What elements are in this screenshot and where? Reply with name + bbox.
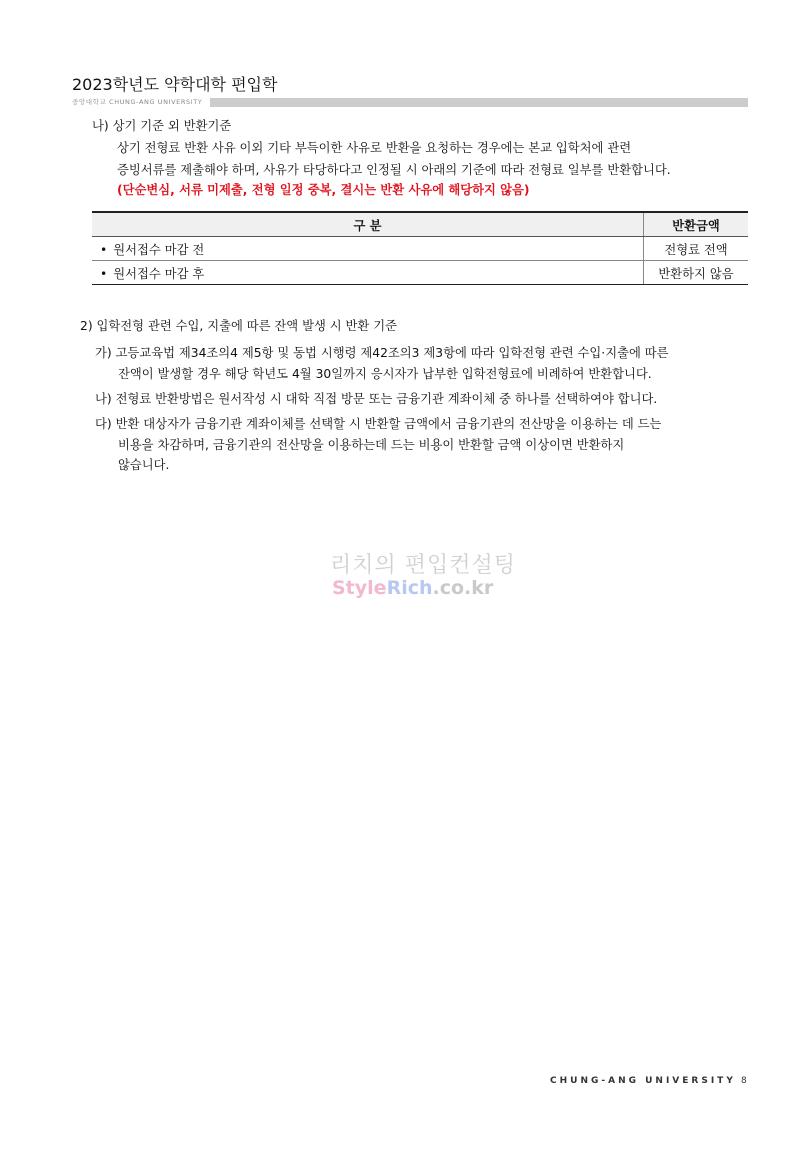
section-na-notice: (단순변심, 서류 미제출, 전형 일정 중복, 결시는 반환 사유에 해당하지 않음) <box>117 183 530 197</box>
table-header-category: 구 분 <box>92 212 644 237</box>
table-header-amount: 반환금액 <box>644 212 749 237</box>
row-label: 원서접수 마감 전 <box>113 242 205 257</box>
table-header-row <box>92 212 748 237</box>
section-2-na-line1: 나) 전형료 반환방법은 원서작성 시 대학 직접 방문 또는 금융기관 계좌이체 중 하나를 선택하여야 합니다. <box>95 392 658 406</box>
footer-brand: CHUNG-ANG UNIVERSITY <box>550 1076 736 1086</box>
document-title: 2023학년도 약학대학 편입학 <box>72 75 278 94</box>
university-subtitle: 중앙대학교 CHUNG-ANG UNIVERSITY <box>72 98 203 106</box>
section-2-ga-line2: 잔액이 발생할 경우 해당 학년도 4월 30일까지 응시자가 납부한 입학전형료에 비례하여 반환합니다. <box>118 367 652 381</box>
table-cell-amount: 전형료 전액 <box>644 237 749 261</box>
watermark-text: 리치의 편입컨설팅 <box>330 553 517 578</box>
section-na-line2: 증빙서류를 제출해야 하며, 사유가 타당하다고 인정될 시 아래의 기준에 따라 전형료 일부를 반환합니다. <box>117 163 671 177</box>
section-2-ga-line1: 가) 고등교육법 제34조의4 제5항 및 동법 시행령 제42조의3 제3항에 따라 입학전형 관련 수입·지출에 따른 <box>95 346 669 360</box>
section-2-heading: 2) 입학전형 관련 수입, 지출에 따른 잔액 발생 시 반환 기준 <box>80 319 397 333</box>
table-cell-amount: 반환하지 않음 <box>644 261 749 285</box>
section-2-da-line3: 않습니다. <box>118 458 170 472</box>
section-na-heading: 나) 상기 기준 외 반환기준 <box>92 119 232 133</box>
bullet-icon: • <box>100 266 108 281</box>
watermark-url-style: Style <box>332 577 387 599</box>
watermark-url-rich: Rich <box>386 577 433 599</box>
bullet-icon: • <box>100 242 108 257</box>
table-row <box>92 261 748 285</box>
table-cell-label <box>92 237 644 261</box>
row-label: 원서접수 마감 후 <box>113 266 205 281</box>
watermark-url-domain: .co.kr <box>432 577 494 599</box>
section-na-line1: 상기 전형료 반환 사유 이외 기타 부득이한 사유로 반환을 요청하는 경우에는 본교 입학처에 관련 <box>117 141 632 155</box>
section-2-da-line1: 다) 반환 대상자가 금융기관 계좌이체를 선택할 시 반환할 금액에서 금융기관의 전산망을 이용하는 데 드는 <box>95 417 662 431</box>
table-row <box>92 237 748 261</box>
header-divider-bar <box>210 98 748 107</box>
table-cell-label <box>92 261 644 285</box>
watermark-url <box>332 577 493 599</box>
page-number: 8 <box>741 1076 747 1086</box>
refund-table <box>92 211 748 285</box>
section-2-da-line2: 비용을 차감하며, 금융기관의 전산망을 이용하는데 드는 비용이 반환할 금액 이상이면 반환하지 <box>118 438 625 452</box>
